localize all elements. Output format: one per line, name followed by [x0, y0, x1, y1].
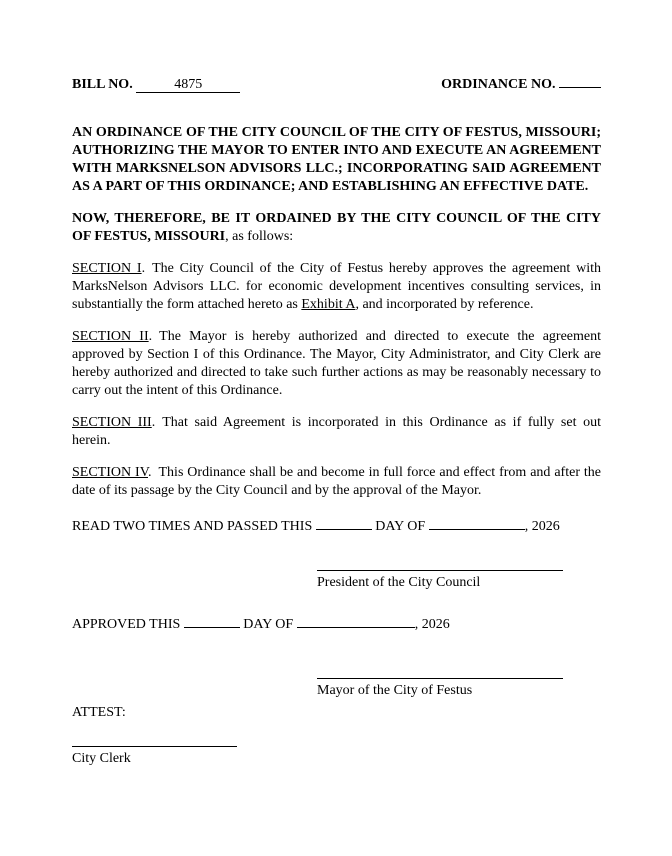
mayor-signature-label: Mayor of the City of Festus: [317, 683, 473, 698]
approval-month-blank: [297, 612, 415, 628]
section-3-label: SECTION III: [72, 415, 152, 430]
section-4-label: SECTION IV: [72, 465, 148, 480]
enacting-clause-bold: NOW, THEREFORE, BE IT ORDAINED BY THE CITY COUNCIL OF THE CITY OF FESTUS, MISSOURI: [72, 211, 601, 244]
approval-day-blank: [184, 612, 240, 628]
section-1-body: The City Council of the City of Festus hereby approves the agreement with MarksNelson Advisors LLC. for economic development incentives consulting services, in substantially the form attached hereto as: [72, 261, 601, 312]
section-1-dot: .: [141, 261, 146, 276]
president-signature-label: President of the City Council: [317, 575, 481, 590]
approved-line: [72, 612, 601, 634]
section-2-dot: .: [148, 329, 153, 344]
ordinance-no-blank: [559, 72, 601, 88]
approved-text: APPROVED THIS: [72, 617, 181, 632]
clerk-signature-block: [72, 746, 242, 768]
approval-day-of-text: DAY OF: [243, 617, 294, 632]
section-4-paragraph: [72, 464, 601, 500]
section-2-label: SECTION II: [72, 329, 149, 344]
passage-year-text: , 2026: [524, 519, 560, 534]
ordinance-no-label: ORDINANCE NO.: [441, 77, 556, 92]
passage-month-blank: [429, 514, 525, 530]
section-4-body: This Ordinance shall be and become in full force and effect from and after the date of its passage by the City Council and by the approval of the Mayor.: [72, 465, 601, 498]
bill-no-field: [72, 76, 240, 94]
section-1-body-end: , and incorporated by reference.: [355, 297, 534, 312]
read-passed-text: READ TWO TIMES AND PASSED THIS: [72, 519, 313, 534]
section-1-paragraph: [72, 260, 601, 314]
president-signature-line: [317, 570, 563, 571]
mayor-signature-line: [317, 678, 563, 679]
enacting-clause: [72, 210, 601, 246]
president-signature-block: [317, 570, 567, 592]
section-3-body: That said Agreement is incorporated in this Ordinance as if fully set out herein.: [72, 415, 601, 448]
exhibit-a-reference: Exhibit A: [301, 297, 356, 312]
section-1-label: SECTION I: [72, 261, 142, 276]
ordinance-title: AN ORDINANCE OF THE CITY COUNCIL OF THE CITY OF FESTUS, MISSOURI; AUTHORIZING THE MAYOR TO ENTER INTO AND EXECUTE AN AGREEMENT WITH MARKSNELSON ADVISORS LLC.; INCORPORATING SAID AGREEMENT AS A PART OF THIS ORDINANCE; AND ESTABLISHING AN EFFECTIVE DATE.: [72, 125, 601, 194]
passage-day-of-text: DAY OF: [375, 519, 426, 534]
mayor-signature-block: [317, 678, 567, 700]
section-3-dot: .: [151, 415, 156, 430]
bill-no-label: BILL NO.: [72, 77, 133, 92]
approval-year-text: , 2026: [414, 617, 450, 632]
bill-no-blank: [136, 77, 240, 93]
read-passed-line: [72, 514, 601, 536]
document-header: [72, 72, 601, 94]
section-3-paragraph: [72, 414, 601, 450]
bill-no-value: 4875: [174, 77, 203, 92]
clerk-signature-line: [72, 746, 237, 747]
section-2-body: The Mayor is hereby authorized and directed to execute the agreement approved by Section I of this Ordinance. The Mayor, City Administrator, and City Clerk are hereby authorized and directed to take such further actions as may be reasonably necessary to carry out the intent of this Ordinance.: [72, 329, 602, 398]
section-4-dot: .: [148, 465, 152, 480]
enacting-clause-regular: , as follows:: [225, 229, 294, 244]
attest-label: ATTEST:: [72, 705, 126, 720]
passage-day-blank: [316, 514, 372, 530]
ordinance-no-field: [441, 72, 601, 94]
clerk-signature-label: City Clerk: [72, 751, 131, 766]
section-2-paragraph: [72, 328, 601, 400]
